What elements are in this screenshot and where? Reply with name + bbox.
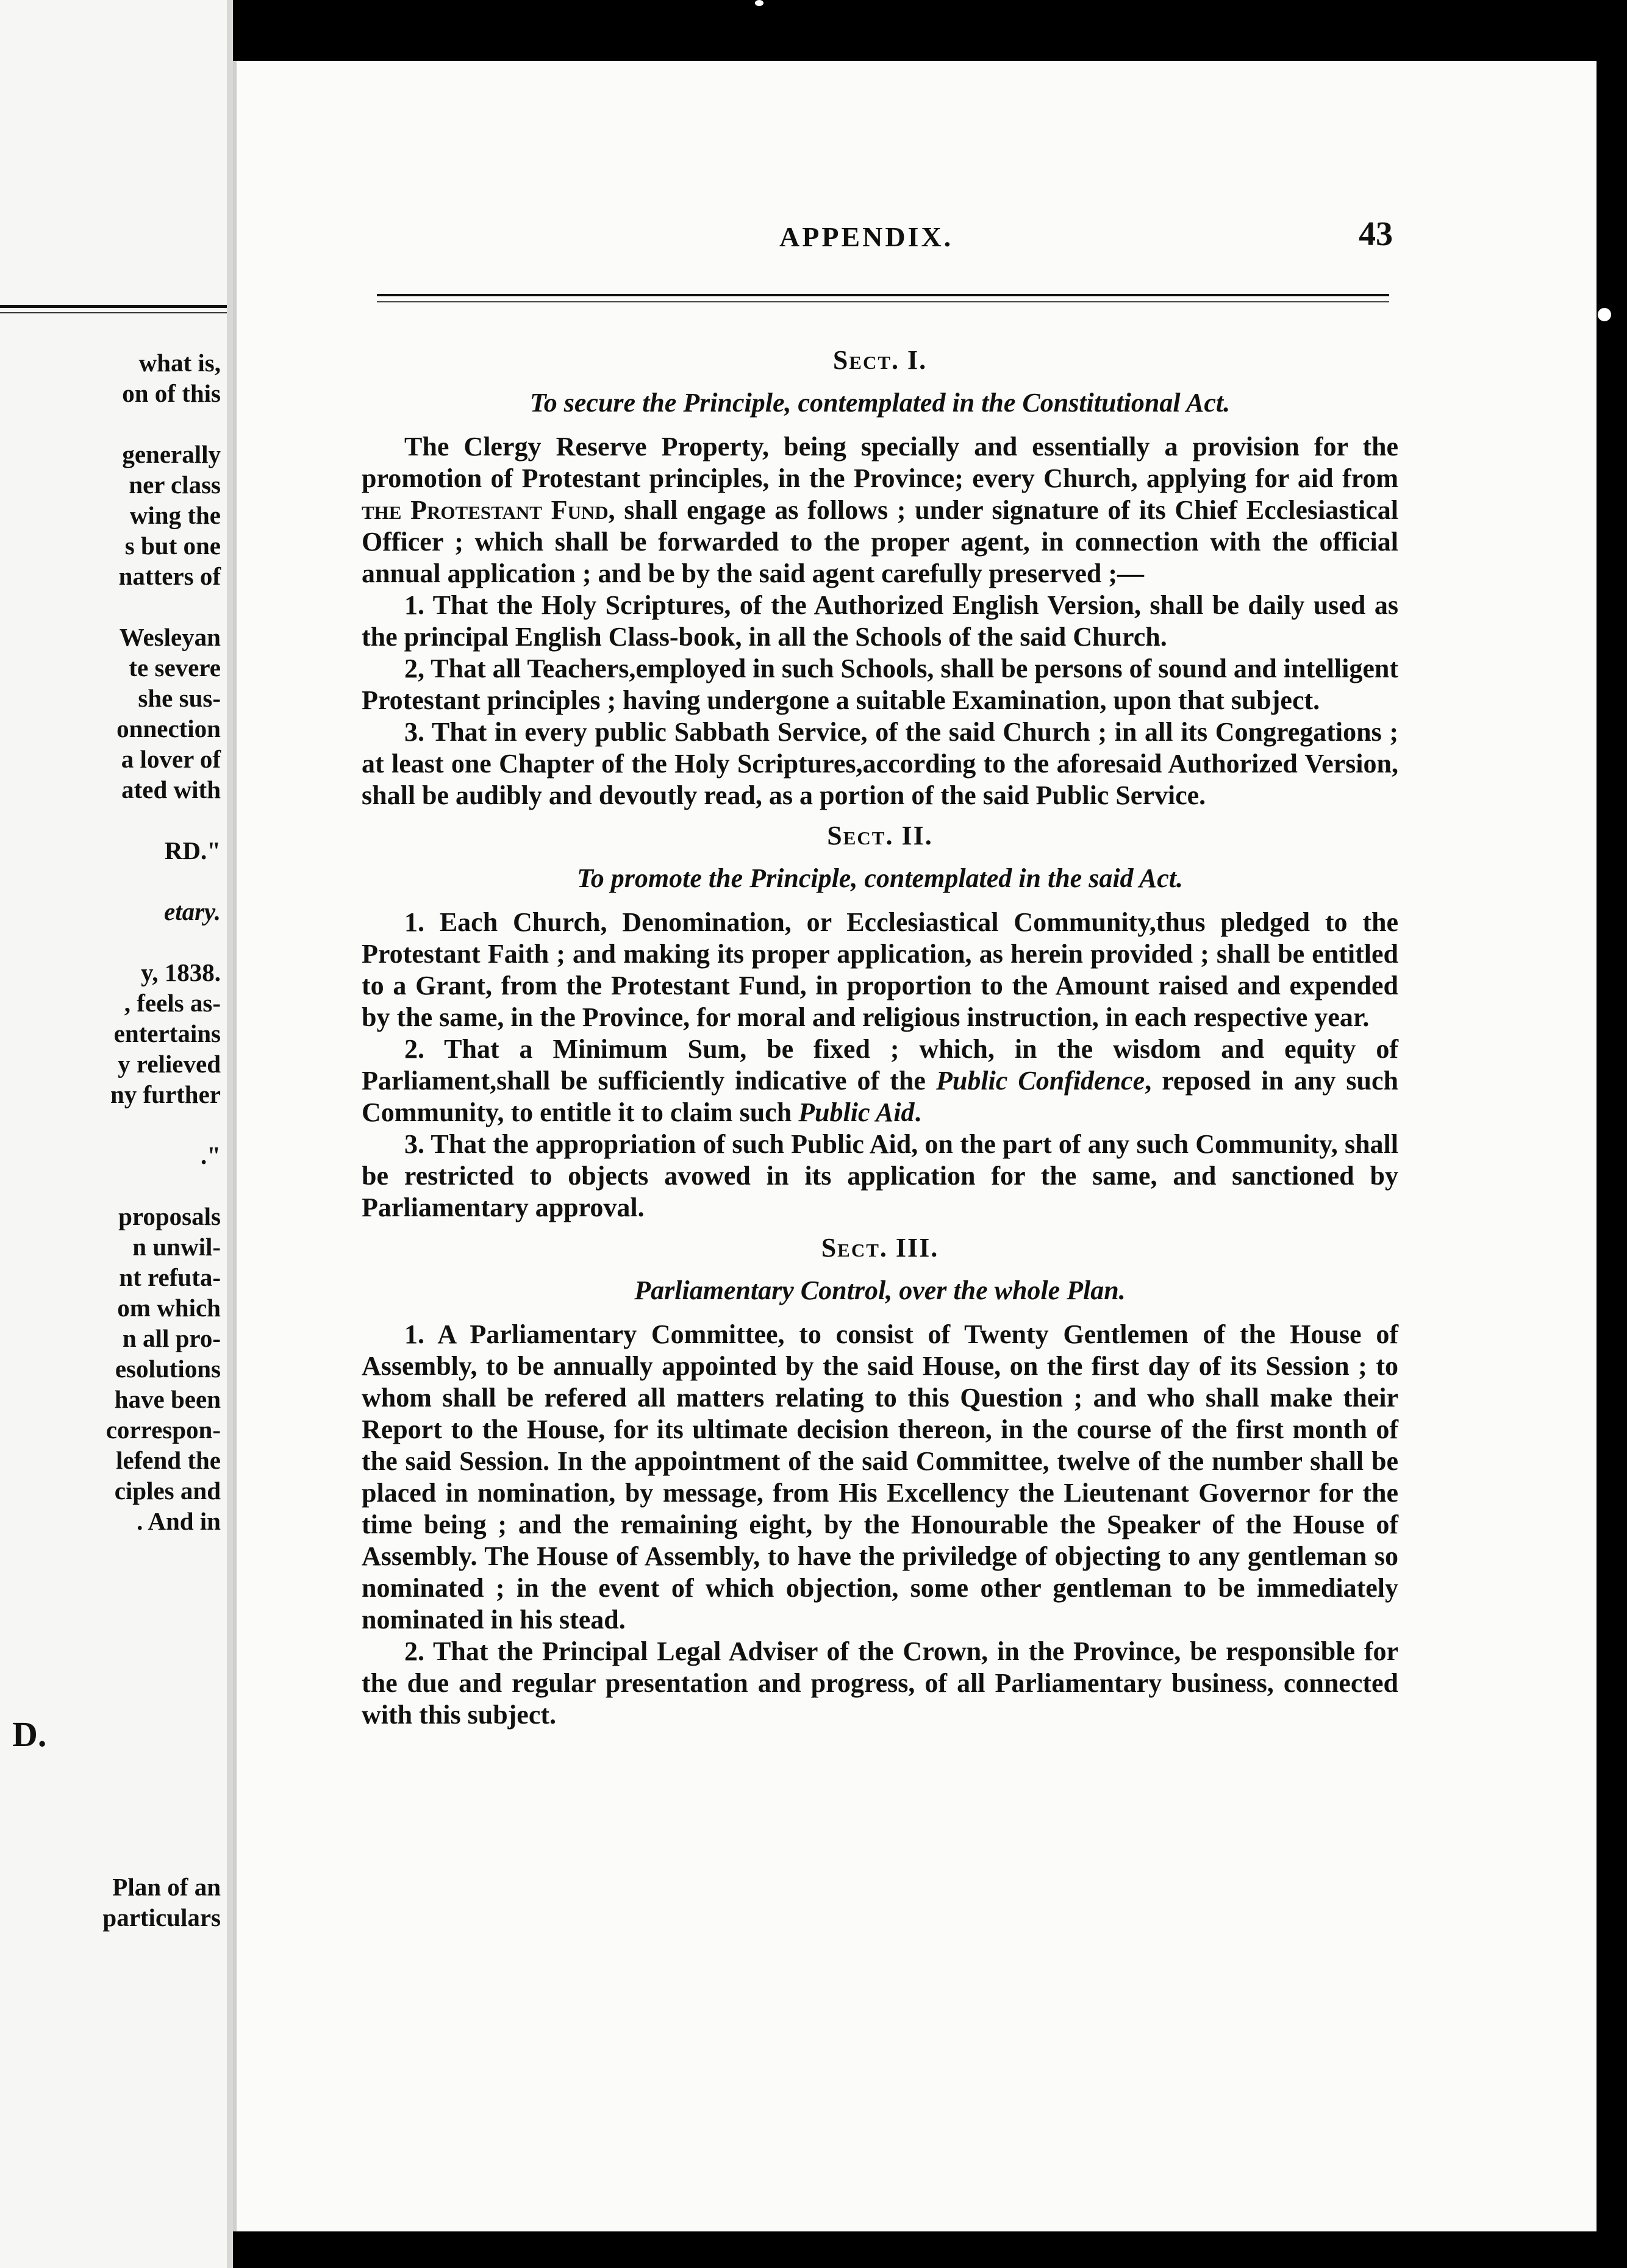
- facing-page-line: RD.": [164, 836, 221, 865]
- running-title: APPENDIX.: [779, 221, 954, 252]
- header-rule: [377, 294, 1389, 296]
- facing-page-line: .": [200, 1141, 221, 1169]
- facing-page-line: particulars: [102, 1903, 221, 1931]
- section-3: [362, 1232, 1398, 1731]
- page-number: 43: [1359, 215, 1393, 253]
- intro-text-cont: , shall engage as follows ; under signature of its Chief Ecclesiastical Officer ; which shall be forwarded to the proper agent, in connection with the official annual application ; and be by the said agent carefully preserved ;—: [362, 495, 1398, 588]
- facing-page-line: esolutions: [115, 1355, 221, 1383]
- section-subheading: To secure the Principle, contemplated in the Constitutional Act.: [529, 388, 1231, 418]
- emphasis: Public Confidence: [935, 1066, 1145, 1096]
- paragraph-text: 2. That a Minimum Sum, be fixed ; which, in the wisdom and equity of Parliament,shall be sufficiently indicative of the: [362, 1034, 1398, 1096]
- page-gutter: [227, 0, 233, 2268]
- paragraph: 1. That the Holy Scriptures, of the Authorized English Version, shall be daily used as the principal English Class-book, in all the Schools of the said Church.: [362, 590, 1398, 652]
- section-1: [362, 344, 1398, 811]
- paragraph: 1. Each Church, Denomination, or Ecclesiastical Community,thus pledged to the Protestant Faith ; and making its proper application, as herein provided ; shall be entitled to a Grant, from the Protestant Fund, in proportion to the Amount raised and expended by the same, in the Province, for moral and religious instruction, in each respective year.: [362, 907, 1398, 1032]
- paragraph: [362, 1033, 1398, 1129]
- facing-page-line: wing the: [129, 501, 221, 529]
- section-heading: Sect. III.: [821, 1233, 939, 1263]
- paragraph: 3. That in every public Sabbath Service, of the said Church ; in all its Congregations ; at least one Chapter of the Holy Scriptures,according to the aforesaid Authorized Version, shall be audibly and devoutly read, as a portion of the said Public Service.: [362, 717, 1398, 810]
- paragraph-text: .: [914, 1097, 921, 1127]
- facing-page-line: , feels as-: [124, 989, 221, 1017]
- facing-page-line: what is,: [138, 349, 221, 377]
- facing-page-line: n all pro-: [123, 1324, 221, 1352]
- facing-page-line: ner class: [129, 471, 221, 499]
- section-heading: Sect. I.: [832, 345, 928, 375]
- facing-page-line: ny further: [110, 1080, 221, 1108]
- paragraph: 3. That the appropriation of such Public Aid, on the part of any such Community, shall be restricted to objects avowed in its application for the same, and sanctioned by Parliamentary approval.: [362, 1129, 1398, 1222]
- facing-page-line: etary.: [164, 897, 221, 925]
- facing-page-line: n unwil-: [132, 1233, 221, 1261]
- facing-page-line: Plan of an: [112, 1873, 221, 1901]
- section-intro: [362, 431, 1398, 590]
- facing-page-rule: [0, 305, 227, 308]
- section-heading: Sect. II.: [827, 821, 933, 850]
- facing-page-line: have been: [114, 1385, 221, 1413]
- facing-page-line: ciples and: [114, 1477, 221, 1505]
- protestant-fund-term: the Protestant Fund: [362, 495, 609, 525]
- facing-page-line: a lover of: [121, 745, 221, 773]
- page-body: [362, 338, 1398, 1731]
- facing-page-line: entertains: [113, 1019, 221, 1047]
- main-page: [233, 61, 1597, 2231]
- scan-speck: [1598, 308, 1611, 321]
- paragraph: 2, That all Teachers,employed in such Schools, shall be persons of sound and intelligent Protestant principles ; having undergone a suitable Examination, upon that subject.: [362, 654, 1398, 715]
- paragraph: 1. A Parliamentary Committee, to consist of Twenty Gentlemen of the House of Assembly, to be annually appointed by the said House, on the first day of its Session ; to whom shall be refered all matters relating to this Question ; and who shall make their Report to the House, for its ultimate decision thereon, in the course of the first month of the said Session. In the appointment of the said Committee, twelve of the number shall be placed in nomination, by message, from His Excellency the Lieutenant Governor for the time being ; and the remaining eight, by the Honourable the Speaker of the House of Assembly. The House of Assembly, to have the priviledge of objecting to any gentleman so nominated ; in the event of which objection, some other gentleman to be immediately nominated in his stead.: [362, 1319, 1398, 1635]
- intro-text: The Clergy Reserve Property, being specially and essentially a provision for the promotion of Protestant principles, in the Province; every Church, applying for aid from: [362, 432, 1398, 493]
- section-2: [362, 820, 1398, 1224]
- facing-page-line: she sus-: [138, 684, 221, 712]
- facing-page-rule-thin: [0, 312, 227, 313]
- facing-page-line: te severe: [129, 654, 221, 682]
- facing-page-line: on of this: [122, 379, 221, 407]
- facing-page-line: om which: [117, 1294, 221, 1322]
- emphasis: Public Aid: [798, 1097, 915, 1127]
- facing-page-line: s but one: [124, 532, 221, 560]
- section-subheading: Parliamentary Control, over the whole Plan.: [634, 1275, 1126, 1305]
- facing-page-line: proposals: [118, 1202, 221, 1230]
- header-rule-thin: [377, 301, 1389, 302]
- facing-page-line: natters of: [118, 562, 221, 590]
- section-subheading: To promote the Principle, contemplated in the said Act.: [576, 863, 1184, 893]
- facing-page-line: nt refuta-: [119, 1263, 221, 1291]
- paragraph: 2. That the Principal Legal Adviser of the Crown, in the Province, be responsible for the due and regular presentation and progress, of all Parliamentary business, connected with this subject.: [362, 1636, 1398, 1730]
- scan-speck: [755, 0, 763, 6]
- facing-page-line: y relieved: [118, 1050, 221, 1078]
- facing-page: [0, 0, 233, 2268]
- facing-page-line: Wesleyan: [119, 623, 221, 651]
- facing-page-line: lefend the: [116, 1446, 221, 1474]
- facing-page-line: y, 1838.: [141, 958, 221, 986]
- facing-page-line: ated with: [121, 776, 221, 804]
- facing-page-line: . And in: [137, 1507, 221, 1535]
- facing-page-line: generally: [122, 440, 221, 468]
- facing-page-line: D.: [12, 1714, 47, 1754]
- facing-page-line: onnection: [116, 715, 221, 743]
- facing-page-line: correspon-: [105, 1416, 221, 1444]
- paragraph-text: , reposed in any such Community, to entitle it to claim such: [362, 1066, 1398, 1127]
